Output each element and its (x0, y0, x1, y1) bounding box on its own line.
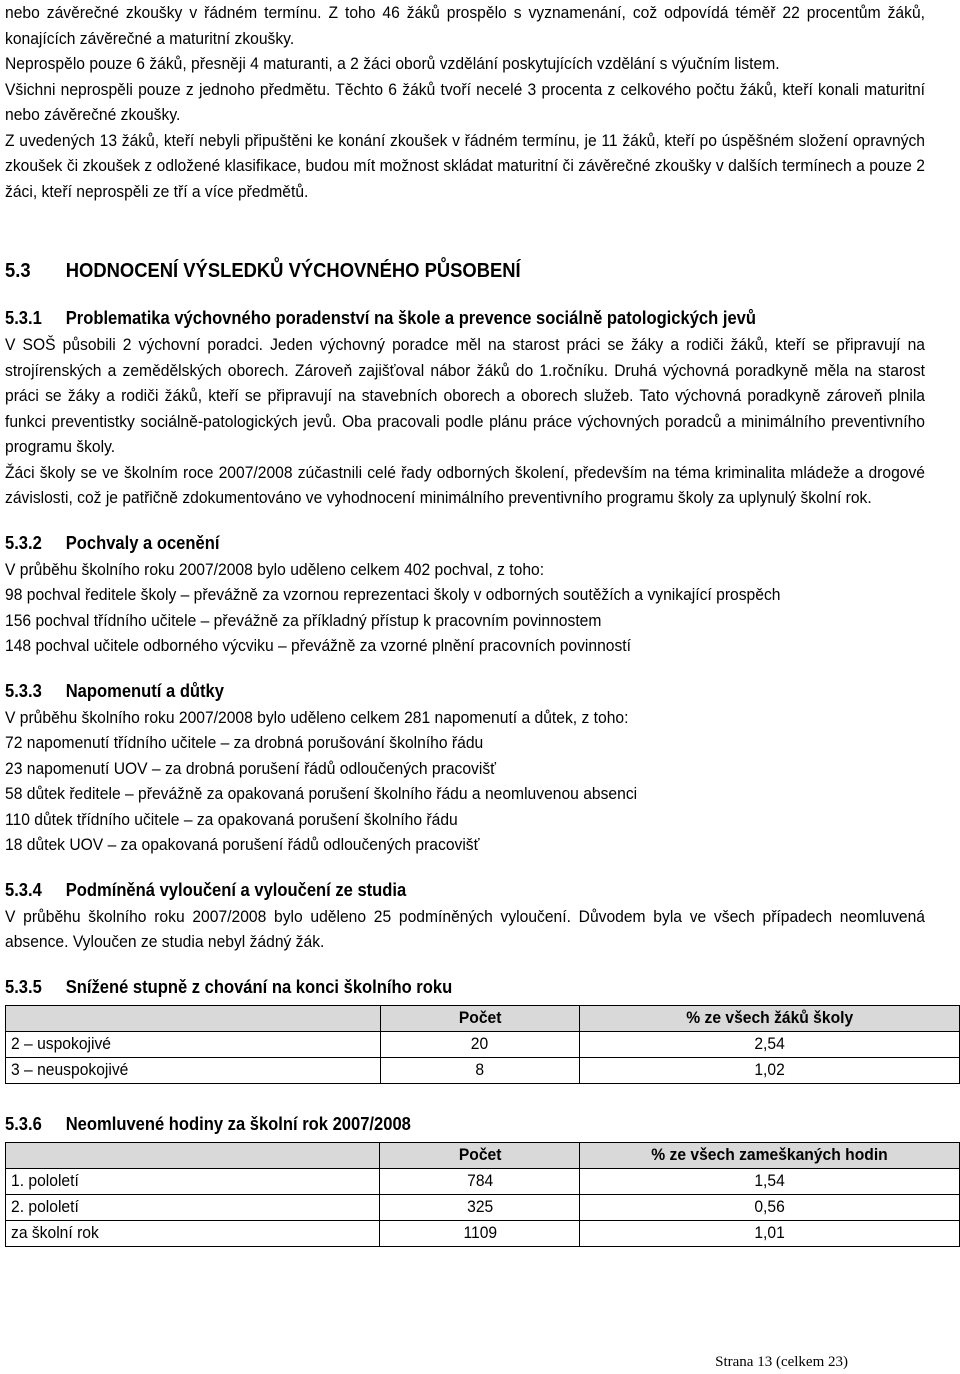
s531-paragraph-1: V SOŠ působili 2 výchovní poradci. Jeden výchovný poradce měl na starost práci se žáky a rodiči žáků, kteří se připravují na strojírenských a zemědělských oborech. Zároveň zajišťoval nábor žáků do 1.ročníku. Druhá výchovná poradkyně měla na starost práci se žáky a rodiči žáků, kteří se připravují na stavebních oborech a oborech služeb. Tato výchovná poradkyně zároveň plnila funkci preventistky sociálně-patologických jevů. Oba pracovali podle plánu práce výchovných poradců a minimálního preventivního programu školy. (5, 335, 925, 456)
table-cell: 1. pololetí (6, 1168, 380, 1194)
s532-line: 98 pochval ředitele školy – převážně za vzornou reprezentaci školy v odborných soutěžích a vynikající prospěch (5, 585, 781, 604)
s533-line: 23 napomenutí UOV – za drobná porušení řádů odloučených pracovišť (5, 758, 497, 778)
table-header-cell (6, 1005, 381, 1031)
table-header-cell: Počet (380, 1142, 580, 1168)
behaviour-grades-table (5, 1005, 960, 1084)
table-cell: 325 (380, 1194, 580, 1220)
s532-line: V průběhu školního roku 2007/2008 bylo uděleno celkem 402 pochval, z toho: (5, 559, 545, 579)
table-row (6, 1031, 960, 1057)
section-5-3-heading (5, 256, 851, 286)
s533-line: 58 důtek ředitele – převážně za opakovaná porušení školního řádu a neomluvenou absenci (5, 784, 638, 803)
s533-line: 110 důtek třídního učitele – za opakovaná porušení školního řádu (5, 809, 458, 829)
section-5-3-1-heading (5, 304, 851, 332)
table-row (6, 1194, 960, 1220)
table-header-cell: Počet (380, 1005, 580, 1031)
s534-paragraph: V průběhu školního roku 2007/2008 bylo uděleno 25 podmíněných vyloučení. Důvodem byla ve všech případech neomluvená absence. Vyloučen ze studia nebyl žádný žák. (5, 906, 925, 951)
section-5-3-5-heading (5, 973, 851, 1001)
s532-line: 156 pochval třídního učitele – převážně za příkladný přístup k pracovním povinnostem (5, 610, 602, 630)
table-row (6, 1168, 960, 1194)
table-header-row (6, 1142, 960, 1168)
section-number: 5.3.3 (5, 680, 42, 701)
table-header-row (6, 1005, 960, 1031)
table-cell: 8 (380, 1057, 580, 1083)
section-number: 5.3.5 (5, 976, 42, 997)
section-title: Neomluvené hodiny za školní rok 2007/2008 (65, 1113, 411, 1134)
section-title: Podmíněná vyloučení a vyloučení ze studia (65, 879, 407, 900)
section-title: Snížené stupně z chování na konci školního roku (65, 976, 453, 997)
table-header-cell (6, 1142, 380, 1168)
table-cell: 1109 (380, 1220, 580, 1246)
section-5-3-4-heading (5, 876, 851, 904)
section-title: Pochvaly a ocenění (65, 532, 220, 553)
document-page (5, 0, 925, 1247)
table-cell: 1,02 (580, 1057, 960, 1083)
table-cell: za školní rok (6, 1220, 380, 1246)
s532-line: 148 pochval učitele odborného výcviku – převážně za vzorné plnění pracovních povinností (5, 636, 632, 655)
section-5-3-2-heading (5, 529, 851, 557)
s533-line: 72 napomenutí třídního učitele – za drobná porušování školního řádu (5, 733, 484, 752)
section-title: HODNOCENÍ VÝSLEDKŮ VÝCHOVNÉHO PŮSOBENÍ (65, 260, 521, 282)
section-number: 5.3.6 (5, 1113, 42, 1134)
s533-line: 18 důtek UOV – za opakovaná porušení řádů odloučených pracovišť (5, 835, 480, 854)
table-row (6, 1220, 960, 1246)
table-cell: 3 – neuspokojivé (6, 1057, 381, 1083)
s531-paragraph-2: Žáci školy se ve školním roce 2007/2008 zúčastnili celé řady odborných školení, především na téma kriminalita mládeže a drogové závislosti, což je patřičně zdokumentováno ve vyhodnocení minimálního preventivního programu školy za uplynulý školní rok. (5, 462, 925, 507)
section-number: 5.3 (5, 260, 31, 282)
table-cell: 20 (380, 1031, 580, 1057)
table-cell: 2 – uspokojivé (6, 1031, 381, 1057)
table-cell: 2. pololetí (6, 1194, 380, 1220)
table-row (6, 1057, 960, 1083)
table-cell: 1,01 (580, 1220, 960, 1246)
intro-paragraph-2a: Neprospělo pouze 6 žáků, přesněji 4 maturanti, a 2 žáci oborů vzdělání poskytujících vzdělání s výučním listem. (5, 54, 780, 73)
section-title: Napomenutí a důtky (65, 680, 224, 701)
section-number: 5.3.4 (5, 879, 42, 900)
section-5-3-3-heading (5, 677, 851, 705)
section-number: 5.3.2 (5, 532, 42, 553)
table-header-cell: % ze všech zameškaných hodin (580, 1142, 960, 1168)
table-cell: 784 (380, 1168, 580, 1194)
table-cell: 0,56 (580, 1194, 960, 1220)
intro-paragraph-3: Z uvedených 13 žáků, kteří nebyli připuštěni ke konání zkoušek v řádném termínu, je 11 žáků, kteří po úspěšném složení opravných zkoušek či zkoušek z odložené klasifikace, budou mít možnost skládat maturitní či závěrečné zkoušky v dalších termínech a pouze 2 žáci, kteří neprospěli ze tří a více předmětů. (5, 130, 925, 201)
section-5-3-6-heading (5, 1110, 851, 1138)
section-title: Problematika výchovného poradenství na škole a prevence sociálně patologických jevů (65, 308, 756, 328)
table-cell: 2,54 (580, 1031, 960, 1057)
unexcused-hours-table (5, 1142, 960, 1247)
intro-paragraph-1: nebo závěrečné zkoušky v řádném termínu. Z toho 46 žáků prospělo s vyznamenání, což odpovídá téměř 22 procentům žáků, konajících závěrečné a maturitní zkoušky. (5, 3, 925, 48)
page-number-footer: Strana 13 (celkem 23) (715, 1354, 848, 1370)
intro-paragraph-2b: Všichni neprospěli pouze z jednoho předmětu. Těchto 6 žáků tvoří necelé 3 procenta z celkového počtu žáků, kteří konali maturitní nebo závěrečné zkoušky. (5, 79, 925, 124)
section-number: 5.3.1 (5, 308, 42, 328)
table-cell: 1,54 (580, 1168, 960, 1194)
table-header-cell: % ze všech žáků školy (580, 1005, 960, 1031)
s533-line: V průběhu školního roku 2007/2008 bylo uděleno celkem 281 napomenutí a důtek, z toho: (5, 707, 629, 727)
